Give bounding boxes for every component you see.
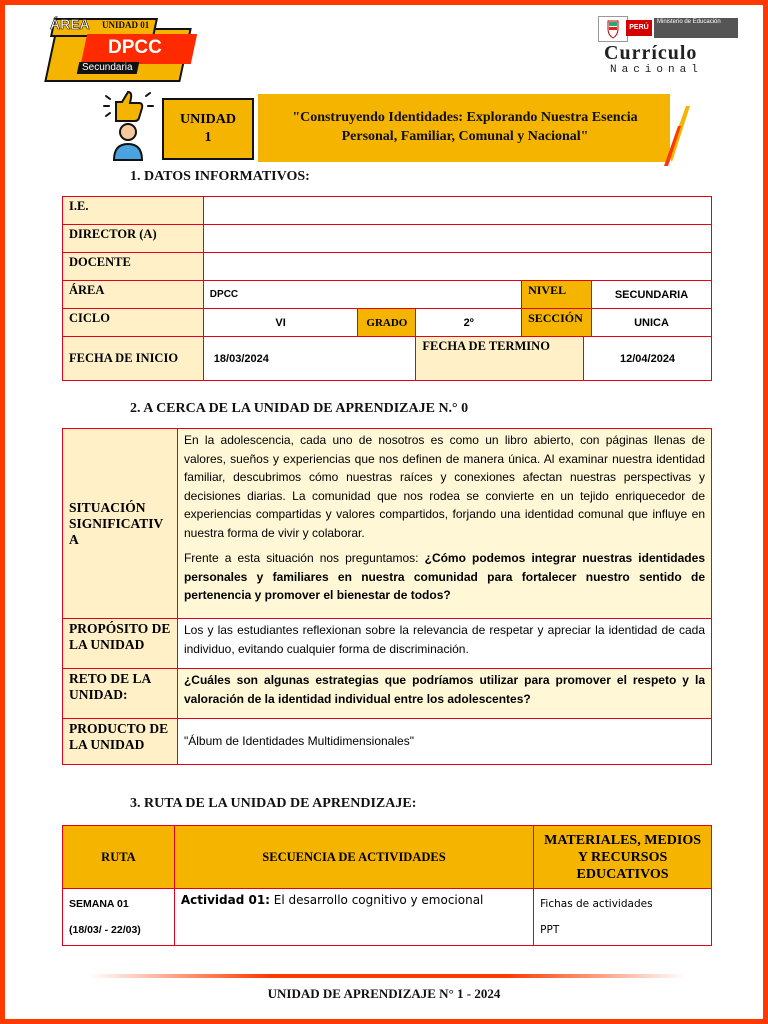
director-label: DIRECTOR (A): [63, 225, 204, 253]
footer-title: UNIDAD DE APRENDIZAJE N° 1 - 2024: [267, 986, 501, 1001]
actividad-label: Actividad 01:: [180, 893, 270, 907]
ruta-aprendizaje-table: [62, 825, 712, 946]
situacion-text: [177, 429, 711, 619]
badge-course: DPCC: [108, 37, 162, 58]
situacion-paragraph-1: En la adolescencia, cada uno de nosotros es como un libro abierto, con páginas llenas de valores, sueños y experiencias que nos definen de manera única. Al examinar nuestra identidad familiar, descubrimos cómo nuestras raíces y conexiones afectan nuestras perspectivas y decisiones diarias. La comunidad que nos rodea se convierte en un tejido enriquecedor de experiencias compartidas y valores compartidos, forjando una identidad comunal que influye en nuestra forma de vivir y colaborar.: [183, 433, 705, 540]
proposito-label: PROPÓSITO DE LA UNIDAD: [63, 619, 178, 669]
section-1-heading: 1. DATOS INFORMATIVOS:: [130, 169, 310, 184]
unit-label: UNIDAD: [180, 112, 236, 127]
unit-number-box: [162, 98, 254, 160]
area-value: DPCC: [203, 281, 521, 309]
ciclo-value: VI: [203, 309, 358, 337]
datos-informativos-table: [62, 196, 712, 381]
footer-divider: [90, 974, 686, 978]
producto-text: "Álbum de Identidades Multidimensionales": [177, 719, 711, 765]
docente-label: DOCENTE: [63, 253, 204, 281]
col-ruta-header: RUTA: [63, 826, 175, 889]
actividad-cell: [174, 889, 533, 946]
material-item: PPT: [540, 924, 560, 936]
area-badge: [44, 18, 184, 76]
seccion-value: UNICA: [592, 309, 712, 337]
ie-label: I.E.: [63, 197, 204, 225]
col-materiales-header: MATERIALES, MEDIOS Y RECURSOS EDUCATIVOS: [534, 826, 712, 889]
fecha-inicio-label: FECHA DE INICIO: [63, 337, 204, 381]
semana-dates: (18/03/ - 22/03): [69, 924, 141, 936]
grado-label: GRADO: [358, 309, 416, 337]
thumbs-up-student-icon: [100, 88, 156, 162]
ie-value: [203, 197, 711, 225]
peru-label: PERÚ: [626, 20, 652, 36]
nivel-value: SECUNDARIA: [592, 281, 712, 309]
badge-area-label: ÁREA: [50, 16, 90, 32]
semana-cell: [63, 889, 175, 946]
ribbon-arrow-decoration: [664, 106, 690, 166]
ciclo-label: CICLO: [63, 309, 204, 337]
section-3-heading: 3. RUTA DE LA UNIDAD DE APRENDIZAJE:: [130, 796, 417, 811]
situacion-question: ¿Cómo podemos integrar nuestras identidades personales y familiares en nuestra comunidad para fortalecer nuestro sentido de pertenencia y promover el bienestar de todos?: [183, 551, 705, 602]
fecha-inicio-value: 18/03/2024: [203, 337, 416, 381]
situacion-intro: Frente a esta situación nos preguntamos:: [183, 551, 425, 565]
proposito-text: Los y las estudiantes reflexionan sobre la relevancia de respetar y apreciar la identidad de cada individuo, evitando cualquier forma de discriminación.: [177, 619, 711, 669]
peru-shield-icon: [598, 16, 628, 42]
area-label: ÁREA: [63, 281, 204, 309]
badge-level: Secundaria: [82, 62, 133, 73]
semana-label: SEMANA 01: [69, 898, 129, 910]
producto-label: PRODUCTO DE LA UNIDAD: [63, 719, 178, 765]
fecha-termino-value: 12/04/2024: [584, 337, 712, 381]
badge-unidad-label: UNIDAD 01: [102, 20, 150, 30]
reto-text: ¿Cuáles son algunas estrategias que podríamos utilizar para promover el respeto y la valoración de la identidad individual entre los adolescentes?: [177, 669, 711, 719]
col-secuencia-header: SECUENCIA DE ACTIVIDADES: [174, 826, 533, 889]
curriculo-label: Currículo: [604, 42, 698, 64]
unidad-aprendizaje-table: [62, 428, 712, 765]
material-item: Fichas de actividades: [540, 898, 653, 910]
section-2-heading: 2. A CERCA DE LA UNIDAD DE APRENDIZAJE N.° 0: [130, 401, 469, 416]
situacion-label: SITUACIÓN SIGNIFICATIV A: [63, 429, 178, 619]
situacion-paragraph-2: [184, 549, 705, 605]
reto-label: RETO DE LA UNIDAD:: [63, 669, 178, 719]
grado-value: 2º: [416, 309, 522, 337]
seccion-label: SECCIÓN: [522, 309, 592, 337]
actividad-text: El desarrollo cognitivo y emocional: [269, 893, 484, 907]
docente-value: [203, 253, 711, 281]
unit-number: 1: [204, 130, 212, 145]
fecha-termino-label: FECHA DE TERMINO: [416, 337, 584, 381]
director-value: [203, 225, 711, 253]
curriculo-nacional-logo: [598, 14, 740, 76]
nivel-label: NIVEL: [522, 281, 592, 309]
table-row: [63, 889, 712, 946]
unit-title: "Construyendo Identidades: Explorando Nuestra Esencia Personal, Familiar, Comunal y Nacional": [292, 110, 638, 144]
materiales-cell: [534, 889, 712, 946]
nacional-label: Nacional: [610, 64, 703, 76]
ministry-label: Ministerio de Educación: [654, 18, 738, 38]
